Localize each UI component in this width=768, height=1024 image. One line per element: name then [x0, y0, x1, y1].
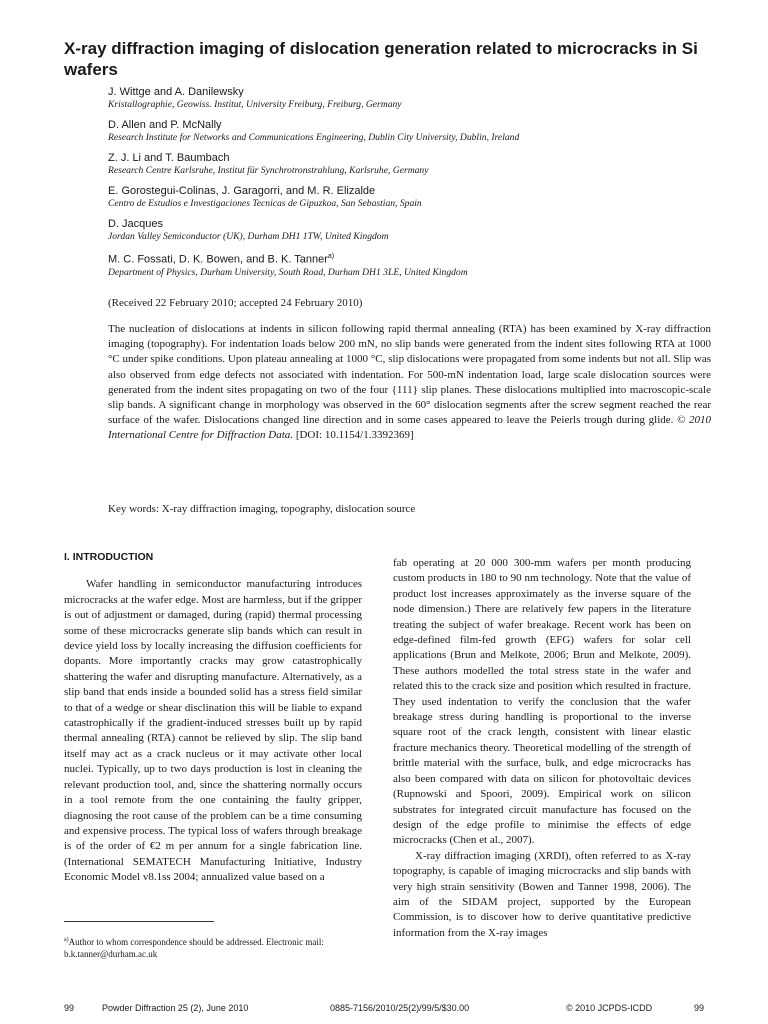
page-number-right: 99: [693, 1003, 704, 1013]
author-names: E. Gorostegui-Colinas, J. Garagorri, and M. R. Elizalde: [108, 185, 376, 197]
footnote-marker: a): [64, 937, 69, 943]
footnote-text: Author to whom correspondence should be addressed. Electronic mail: b.k.tanner@durham.ac.uk: [64, 937, 324, 959]
abstract-body: The nucleation of dislocations at indents in silicon following rapid thermal annealing (RTA) has been examined by X-ray diffraction imaging (topography). For indentation loads below 200 mN, no slip bands were generated from the indent sites following RTA at 1000 °C under spike conditions. Upon plateau annealing at 1000 °C, slip dislocations were propagated from some indents but not all. Slip was also observed from edge defects not associated with indentation. For 500-mN indentation load, large scale dislocation sources were generated from the indent sites propagating on two of the four {111} slip planes. These dislocations multiplied into macroscopic-scale slip bands. A significant change in morphology was observed in the 60° dislocation segments after the screw segment reached the rear surface of the wafer. Dislocations changed line direction and in some cases appeared to leave the Peierls trough during glide.: [108, 323, 711, 427]
doi-link[interactable]: [DOI: 10.1154/1.3392369]: [295, 429, 414, 442]
author-affiliation: Research Centre Karlsruhe, Institut für Synchrotronstrahlung, Karlsruhe, Germany: [108, 165, 429, 176]
author-list: [108, 85, 708, 286]
author-affiliation: Kristallographie, Geowiss. Institut, University Freiburg, Freiburg, Germany: [108, 99, 402, 110]
body-paragraph: fab operating at 20 000 300-mm wafers per month producing custom products in 180 to 90 nm technology. Note that the value of product lost increases approximately as the inverse square of the node dimension.) There are relatively few papers in the literature treating the subject of wafer breakage. Recent work has been on edge-defined film-fed growth (EFG) wafers for solar cell applications (Brun and Melkote, 2006; Brun and Melkote, 2009). These authors modelled the total stress state in the wafer and related this to the crack size and position which resulted in fracture. They used indentation to verify the conclusion that the wafer breakage stress during handling is proportional to the inverse square root of the crack length, consistent with linear elastic fracture mechanics theory. Theoretical modelling of the strength of brittle material with the surface, bulk, and edge microcracks has also been compared with data on silicon for photovoltaic devices (Rupnowski and Spoori, 2009). Empirical work on silicon substrates for integrated circuit manufacture has focused on the design of the edge profile to minimise the effects of edge microcracks (Chen et al., 2007).: [393, 557, 691, 847]
author-group: [108, 118, 708, 144]
received-dates: (Received 22 February 2010; accepted 24 February 2010): [108, 297, 363, 309]
body-paragraph: Wafer handling in semiconductor manufacturing introduces microcracks at the wafer edge. Most are harmless, but if the gripper is out of adjustment or damaged, during (rapid) thermal processing some of these microcracks generate slip bands which can result in device yield loss by locally increasing the diffusion coefficients for dopants. More importantly cracks may grow catastrophically shattering the wafer and disrupting manufacture. Alternatively, as a slip band that ends inside a bounded solid has a stress field similar to that of a wedge or shear disclination this will be liable to expand catastrophically if the gradient-induced stresses built up by rapid thermal annealing (RTA) cannot be relieved by slip. The slip band itself may act as a crack nucleus or it may activate other local nuclei. Typically, up to two days production is lost in cleaning the relevant production tool, and, since the shattering normally occurs in a tool remote from the one containing the faulty gripper, diagnosing the root cause of the problem can be a time consuming and expensive process. The typical loss of wafers through breakage is of the order of €2 m per annum for a single fabrication line. (International SEMATECH Manufacturing Initiative, Industry Economic Model v8.1ss 2004; annualized value based on a: [64, 578, 362, 884]
footnote-divider: [64, 921, 214, 922]
abstract-copyright: © 2010 International Centre for Diffraction Data.: [108, 414, 712, 442]
correspondence-marker: a): [327, 253, 335, 260]
author-names: D. Allen and P. McNally: [108, 119, 222, 131]
left-column: [64, 550, 362, 886]
author-affiliation: Research Institute for Networks and Communications Engineering, Dublin City University, Dublin, Ireland: [108, 132, 520, 143]
author-group: [108, 217, 708, 243]
author-group: [108, 250, 708, 279]
author-names: D. Jacques: [108, 218, 164, 230]
keywords: Key words: X-ray diffraction imaging, topography, dislocation source: [108, 503, 416, 515]
section-heading: I. INTRODUCTION: [64, 551, 154, 563]
author-group: [108, 151, 708, 177]
author-affiliation: Jordan Valley Semiconductor (UK), Durham DH1 1TW, United Kingdom: [108, 231, 389, 242]
author-names: Z. J. Li and T. Baumbach: [108, 152, 230, 164]
author-group: [108, 85, 708, 111]
journal-citation: Powder Diffraction 25 (2), June 2010: [102, 1003, 249, 1013]
author-names-text: M. C. Fossati, D. K. Bowen, and B. K. Tanner: [108, 253, 328, 266]
page-number-left: 99: [64, 1003, 75, 1013]
abstract: [108, 322, 711, 444]
author-affiliation: Centro de Estudios e Investigaciones Tecnicas de Gipuzkoa, San Sebastian, Spain: [108, 198, 422, 209]
author-names: [108, 250, 708, 267]
author-names: J. Wittge and A. Danilewsky: [108, 86, 244, 98]
right-column: [393, 556, 691, 941]
author-affiliation: Department of Physics, Durham University, South Road, Durham DH1 3LE, United Kingdom: [108, 266, 468, 278]
footer-copyright: © 2010 JCPDS-ICDD: [566, 1003, 653, 1013]
issn-code: 0885-7156/2010/25(2)/99/5/$30.00: [330, 1003, 470, 1013]
author-group: [108, 184, 708, 210]
body-paragraph: X-ray diffraction imaging (XRDI), often referred to as X-ray topography, is capable of imaging microcracks and slip bands with very high strain sensitivity (Bowen and Tanner 1998, 2006). The aim of the SIDAM project, supported by the European Commission, is to discover how to derive quantitative predictive information from the X-ray images: [393, 849, 691, 939]
page-footer: [64, 1003, 704, 1017]
article-title: X-ray diffraction imaging of dislocation generation related to microcracks in Si wafers: [64, 39, 698, 79]
footnote: [64, 934, 374, 960]
